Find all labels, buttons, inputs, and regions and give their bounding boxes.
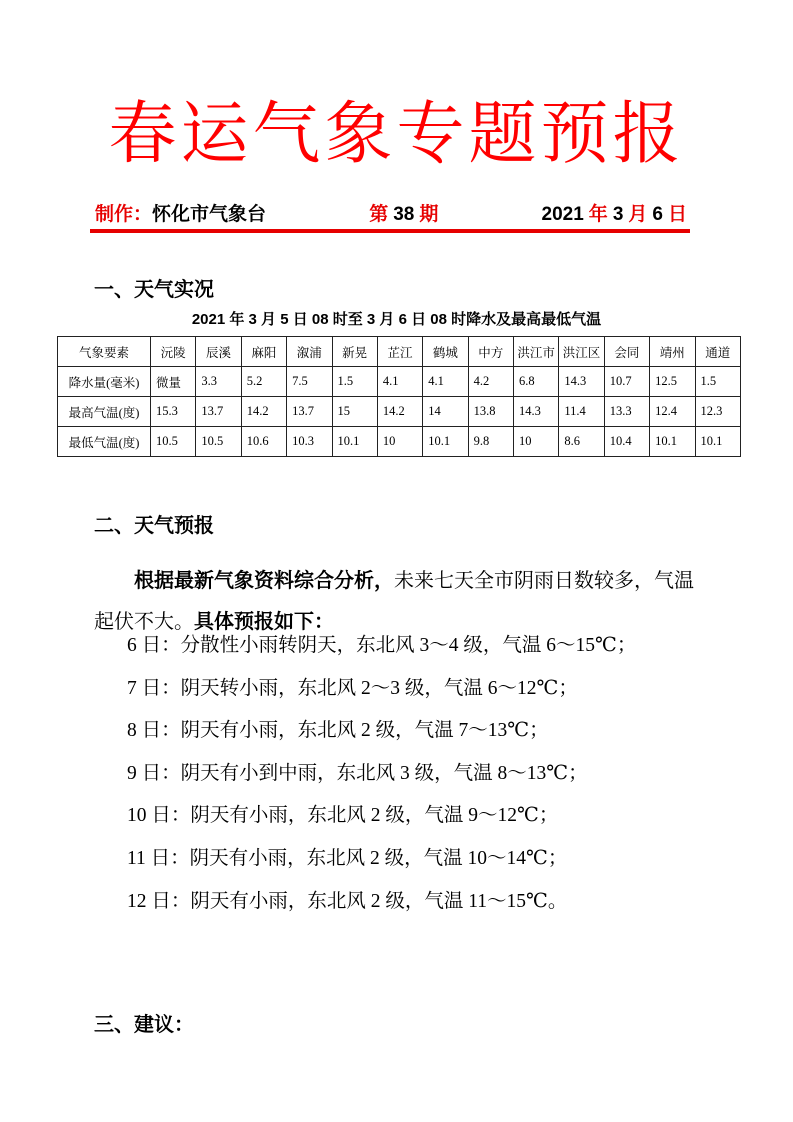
forecast-day-line: 6 日：分散性小雨转阴天，东北风 3～4 级，气温 6～15℃； — [127, 635, 637, 656]
table-cell: 4.2 — [468, 367, 513, 397]
table-cell: 9.8 — [468, 427, 513, 457]
col-header: 沅陵 — [151, 337, 196, 367]
table-cell: 10.4 — [604, 427, 649, 457]
col-header: 靖州 — [650, 337, 695, 367]
forecast-intro-text: 未来七天全市阴雨日数较多，气温起伏不大。 — [94, 570, 694, 633]
table-cell: 4.1 — [377, 367, 422, 397]
producer — [95, 199, 266, 226]
forecast-day-line: 12 日：阴天有小雨，东北风 2 级，气温 11～15℃。 — [127, 890, 568, 912]
table-cell: 10.3 — [287, 427, 332, 457]
col-header: 溆浦 — [287, 337, 332, 367]
date-day: 6 — [652, 204, 663, 225]
forecast-day-line: 9 日：阴天有小到中雨，东北风 3 级，气温 8～13℃； — [127, 762, 588, 784]
forecast-day-line: 7 日：阴天转小雨，东北风 2～3 级，气温 6～12℃； — [127, 677, 578, 699]
masthead-meta — [95, 199, 687, 226]
page-title: 春运气象专题预报 — [108, 96, 685, 172]
table-caption: 2021 年 3 月 5 日 08 时至 3 月 6 日 08 时降水及最高最低气温 — [191, 311, 602, 328]
table-cell: 10.7 — [604, 367, 649, 397]
table-cell: 3.3 — [196, 367, 241, 397]
producer-label: 制作： — [95, 204, 153, 225]
table-cell: 7.5 — [287, 367, 332, 397]
section-heading-weather-actuals: 一、天气实况 — [94, 279, 214, 301]
table-cell: 12.3 — [695, 397, 741, 427]
table-cell: 13.7 — [196, 397, 241, 427]
col-header: 会同 — [604, 337, 649, 367]
issue-suffix: 期 — [419, 204, 439, 225]
table-cell: 14.3 — [514, 397, 559, 427]
table-cell: 微量 — [151, 367, 196, 397]
table-cell: 10.6 — [241, 427, 286, 457]
table-cell: 10.1 — [650, 427, 695, 457]
issue-date — [542, 199, 687, 226]
row-label: 最高气温(度) — [58, 397, 151, 427]
table-cell: 10.5 — [196, 427, 241, 457]
producer-name: 怀化市气象台 — [152, 204, 267, 225]
row-label: 最低气温(度) — [58, 427, 151, 457]
table-cell: 5.2 — [241, 367, 286, 397]
table-cell: 13.7 — [287, 397, 332, 427]
forecast-day-list — [127, 625, 707, 923]
table-cell: 4.1 — [423, 367, 468, 397]
date-year-unit: 年 — [588, 204, 608, 225]
table-cell: 10.1 — [423, 427, 468, 457]
col-header: 新晃 — [332, 337, 377, 367]
row-label: 降水量(毫米) — [58, 367, 151, 397]
date-month: 3 — [612, 204, 624, 225]
table-cell: 8.6 — [559, 427, 604, 457]
section-heading-weather-forecast: 二、天气预报 — [94, 515, 214, 537]
table-row — [58, 397, 741, 427]
table-cell: 10.1 — [332, 427, 377, 457]
table-cell: 13.3 — [604, 397, 649, 427]
table-row — [58, 427, 741, 457]
table-header-row — [58, 337, 741, 367]
table-cell: 14 — [423, 397, 468, 427]
col-header: 洪江区 — [559, 337, 604, 367]
table-cell: 13.8 — [468, 397, 513, 427]
weather-observation-table — [57, 336, 741, 457]
table-cell: 10 — [514, 427, 559, 457]
masthead-divider — [90, 229, 690, 233]
date-year: 2021 — [541, 204, 584, 225]
col-header: 芷江 — [377, 337, 422, 367]
table-cell: 12.5 — [650, 367, 695, 397]
table-cell: 1.5 — [332, 367, 377, 397]
forecast-intro-emphasis: 根据最新气象资料综合分析， — [134, 570, 394, 592]
date-month-unit: 月 — [628, 204, 648, 225]
table-cell: 15.3 — [151, 397, 196, 427]
issue-number — [369, 199, 438, 226]
table-cell: 11.4 — [559, 397, 604, 427]
table-cell: 15 — [332, 397, 377, 427]
table-cell: 14.3 — [559, 367, 604, 397]
forecast-day-line: 8 日：阴天有小雨，东北风 2 级，气温 7～13℃； — [127, 720, 549, 742]
col-header: 通道 — [695, 337, 741, 367]
section-heading-suggestions: 三、建议： — [94, 1014, 194, 1036]
forecast-day-line: 11 日：阴天有小雨，东北风 2 级，气温 10～14℃； — [127, 847, 568, 869]
issue-value: 38 — [393, 204, 415, 225]
issue-prefix: 第 — [369, 204, 389, 225]
table-cell: 10.1 — [695, 427, 741, 457]
col-header: 辰溪 — [196, 337, 241, 367]
table-row — [58, 367, 741, 397]
table-cell: 6.8 — [514, 367, 559, 397]
col-header: 麻阳 — [241, 337, 286, 367]
col-header: 中方 — [468, 337, 513, 367]
col-header: 气象要素 — [58, 337, 151, 367]
table-cell: 12.4 — [650, 397, 695, 427]
table-cell: 14.2 — [241, 397, 286, 427]
table-cell: 10.5 — [151, 427, 196, 457]
col-header: 鹤城 — [423, 337, 468, 367]
forecast-day-line: 10 日：阴天有小雨，东北风 2 级，气温 9～12℃； — [127, 805, 559, 827]
table-cell: 1.5 — [695, 367, 741, 397]
date-day-unit: 日 — [667, 204, 687, 225]
forecast-intro-emphasis-2: 具体预报如下： — [194, 611, 334, 633]
col-header: 洪江市 — [514, 337, 559, 367]
table-cell: 14.2 — [377, 397, 422, 427]
table-cell: 10 — [377, 427, 422, 457]
